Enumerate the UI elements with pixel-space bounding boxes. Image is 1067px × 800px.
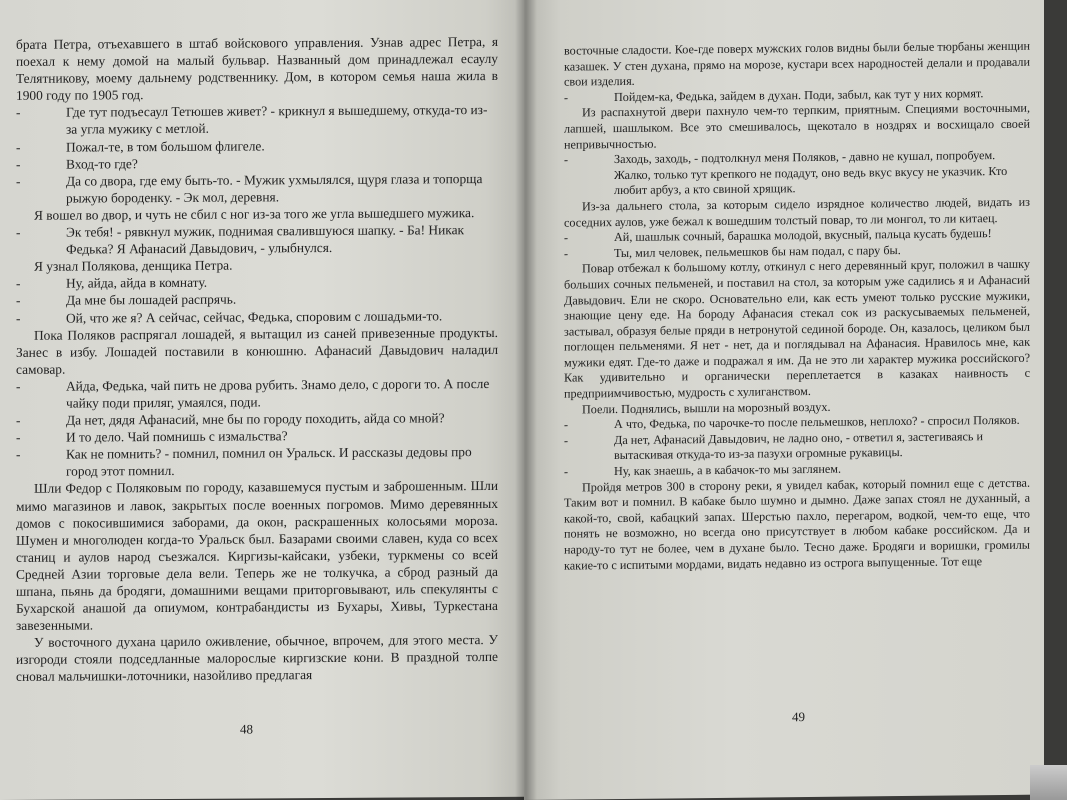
- paragraph: Я вошел во двор, и чуть не сбил с ног из-за того же угла вышедшего мужика.: [34, 205, 475, 223]
- dialogue-dash: -: [16, 430, 21, 446]
- dialogue-text: Да нет, Афанасий Давыдович, не ладно оно, - ответил я, застегиваясь и вытаскивая откуда-то из-за пазухи огромные рукавицы.: [614, 429, 984, 463]
- paragraph: Пока Поляков распрягал лошадей, я вытащил из саней привезенные продукты. Занес в избу. Лошадей поставили в конюшню. Афанасий Давыдович наладил самовар.: [16, 324, 498, 377]
- paragraph: Шли Федор с Поляковым по городу, казавшемуся пустым и заброшенным. Шли мимо магазинов и лавок, закрытых после военных погромов. Мимо деревянных домов с покосившимися заборами, да окон, раскрашенных колосьями мороза. Шумен и многолюден когда-то Уральск был. Базарами своими славен, куда со всех станиц и аулов народ съезжался. Киргизы-кайсаки, узбеки, туркмены со всей Средней Азии торговые дела вели. Теперь же не толкучка, а сброд разный да шпана, пьянь да бродяги, домашними вещами приторговывают, иль спекулянты с Бухарской анашой да опиумом, контрабандисты из Бухары, Хивы, Туркестана завезенными.: [16, 478, 498, 634]
- dialogue-line: [564, 148, 1030, 200]
- continued-paragraph: брата Петра, отъехавшего в штаб войскового управления. Узнав адрес Петра, я поехал к нему домой на малый бульвар. Названный дом принадлежал есаулу Телятникову, моему дальнему родственнику. Дом, в котором семья наша жила в 1900 году по 1905 год.: [16, 33, 498, 104]
- paragraph: Из распахнутой двери пахнуло чем-то терпким, приятным. Специями восточными, лапшей, шашлыком. Все это смешивалось, щекотало в ноздрях и восхищало своей непривычностью.: [564, 101, 1030, 152]
- dialogue-line: [564, 429, 1030, 465]
- left-page-text: [16, 33, 498, 686]
- dialogue-text: Да мне бы лошадей распрячь.: [66, 291, 237, 309]
- dialogue-dash: -: [16, 412, 21, 428]
- dialogue-dash: -: [16, 276, 21, 292]
- paragraph: Из-за дальнего стола, за которым сидело изрядное количество людей, видать из соседних аулов, уже бежал к вошедшим толстый повар, то ли монгол, то ли китаец.: [564, 194, 1030, 230]
- dialogue-dash: -: [564, 433, 569, 448]
- dialogue-text: Ты, мил человек, пельмешков бы нам подал, с пару бы.: [614, 242, 901, 260]
- dialogue-line: [16, 443, 498, 480]
- paragraph: Поели. Поднялись, вышли на морозный воздух.: [582, 399, 831, 417]
- right-page: [524, 0, 1044, 800]
- dialogue-dash: -: [16, 156, 21, 172]
- paragraph: Я узнал Полякова, денщика Петра.: [34, 257, 233, 275]
- dialogue-text: Как не помнить? - помнил, помнил он Уральск. И рассказы дедовы про город этот помнил.: [66, 444, 472, 479]
- dialogue-text: Да со двора, где ему быть-то. - Мужик ухмылялся, щуря глаза и топорща рыжую бороденку. - Эк мол, деревня.: [66, 170, 483, 206]
- dialogue-text: Заходь, заходь, - подтолкнул меня Поляков, - давно не кушал, попробуем. Жалко, только тут крепкого не подадут, оно ведь вкус вкусу не указчик. Кто любит арбуз, а кто свиной хрящик.: [614, 148, 1008, 198]
- dialogue-text: Пожал-те, в том большом флигеле.: [66, 137, 265, 155]
- dialogue-text: Пойдем-ка, Федька, зайдем в духан. Поди, забыл, как тут у них кормят.: [614, 85, 984, 104]
- dialogue-text: Айда, Федька, чай пить не дрова рубить. Знамо дело, с дороги то. А после чайку поди приляг, умаялся, поди.: [66, 375, 490, 411]
- dialogue-text: Ой, что же я? А сейчас, сейчас, Федька, споровим с лошадьми-то.: [66, 307, 443, 326]
- dialogue-dash: -: [16, 310, 21, 326]
- dialogue-dash: -: [16, 105, 21, 121]
- dialogue-dash: -: [564, 230, 569, 245]
- dialogue-dash: -: [16, 447, 21, 463]
- dialogue-line: [16, 375, 498, 412]
- paragraph: Пройдя метров 300 в сторону реки, я увидел кабак, который помнил еще с детства. Таким вот и помнил. В кабаке было шумно и дымно. Даже запах стоял не духанный, а какой-то, свой, кабацкий запах. Шерстью пахло, перегаром, водкой, чем-то еще, что понять не возможно, но всегда оно присутствует в любом кабаке российском. Да и народу-то тут не более, чем в духане было. Тесно даже. Бродяги и воришки, громилы какие-то с испитыми мордами, видать недавно из острога выпущенные. Тот еще: [564, 475, 1030, 573]
- dialogue-dash: -: [16, 378, 21, 394]
- dialogue-dash: -: [16, 293, 21, 309]
- dialogue-dash: -: [564, 152, 569, 167]
- dialogue-text: И то дело. Чай помнишь с измальства?: [66, 428, 288, 445]
- dialogue-line: [16, 101, 498, 138]
- dialogue-text: Где тут подъесаул Тетюшев живет? - крикнул я вышедшему, откуда-то из-за угла мужику с метлой.: [66, 102, 488, 138]
- dialogue-text: Эк тебя! - рявкнул мужик, поднимая свалившуюся шапку. - Ба! Никак Федька? Я Афанасий Давыдович, - улыбнулся.: [66, 222, 465, 257]
- dialogue-dash: -: [564, 417, 569, 432]
- right-page-text: [564, 39, 1030, 574]
- dialogue-dash: -: [16, 173, 21, 189]
- left-page: [0, 0, 528, 800]
- paragraph: Повар отбежал к большому котлу, откинул с него деревянный круг, положил в чашку больших сочных пельменей, и поставил на стол, за которым уже садились я и Афанасий Давыдович. Ели не скоро. Основательно ели, как есть умеют только русские мужики, знающие цену еде. На бороду Афанасия стекал сок из раскусываемых пельменей, застывал, образуя белые пряди в нетронутой сединой бороде. Он, казалось, целиком был поглощен пельменями. Я нет - нет, да и поглядывал на Афанасия. Нравилось мне, как мужики едят. Где-то даже и подражал я им. Да не это ли характер мужика российского? Как удивительно и органически переплетается в казаках наивность с предприимчивостью, мудрость с хулиганством.: [564, 257, 1030, 401]
- dialogue-dash: -: [564, 464, 569, 479]
- dialogue-dash: -: [564, 90, 569, 105]
- dialogue-line: [16, 170, 498, 207]
- dialogue-line: [16, 221, 498, 258]
- dialogue-dash: -: [16, 224, 21, 240]
- left-page-number: 48: [240, 721, 253, 737]
- underlying-page-corner: [1030, 765, 1067, 800]
- continued-paragraph: восточные сладости. Кое-где поверх мужских голов видны были белые тюрбаны женщин казашек. У стен духана, прямо на морозе, кустари всех народностей делали и продавали свои изделия.: [564, 38, 1030, 89]
- dialogue-dash: -: [564, 246, 569, 261]
- book-fold-shadow: [515, 0, 537, 800]
- right-page-number: 49: [792, 709, 805, 725]
- dialogue-text: Да нет, дядя Афанасий, мне бы по городу походить, айда со мной?: [66, 410, 445, 428]
- dialogue-text: Ну, как знаешь, а в кабачок-то мы заглянем.: [614, 461, 842, 479]
- dialogue-text: Ай, шашлык сочный, барашка молодой, вкусный, пальца кусать будешь!: [614, 226, 992, 245]
- paragraph: У восточного духана царило оживление, обычное, впрочем, для этого места. У изгороди стояли подседланные малорослые киргизские кони. В праздной толпе сновал мальчишки-лоточники, назойливо предлагая: [16, 632, 498, 685]
- dialogue-text: А что, Федька, по чарочке-то после пельмешков, неплохо? - спросил Поляков.: [614, 413, 1020, 432]
- dialogue-text: Ну, айда, айда в комнату.: [66, 275, 208, 291]
- dialogue-text: Вход-то где?: [66, 155, 138, 172]
- dialogue-dash: -: [16, 139, 21, 155]
